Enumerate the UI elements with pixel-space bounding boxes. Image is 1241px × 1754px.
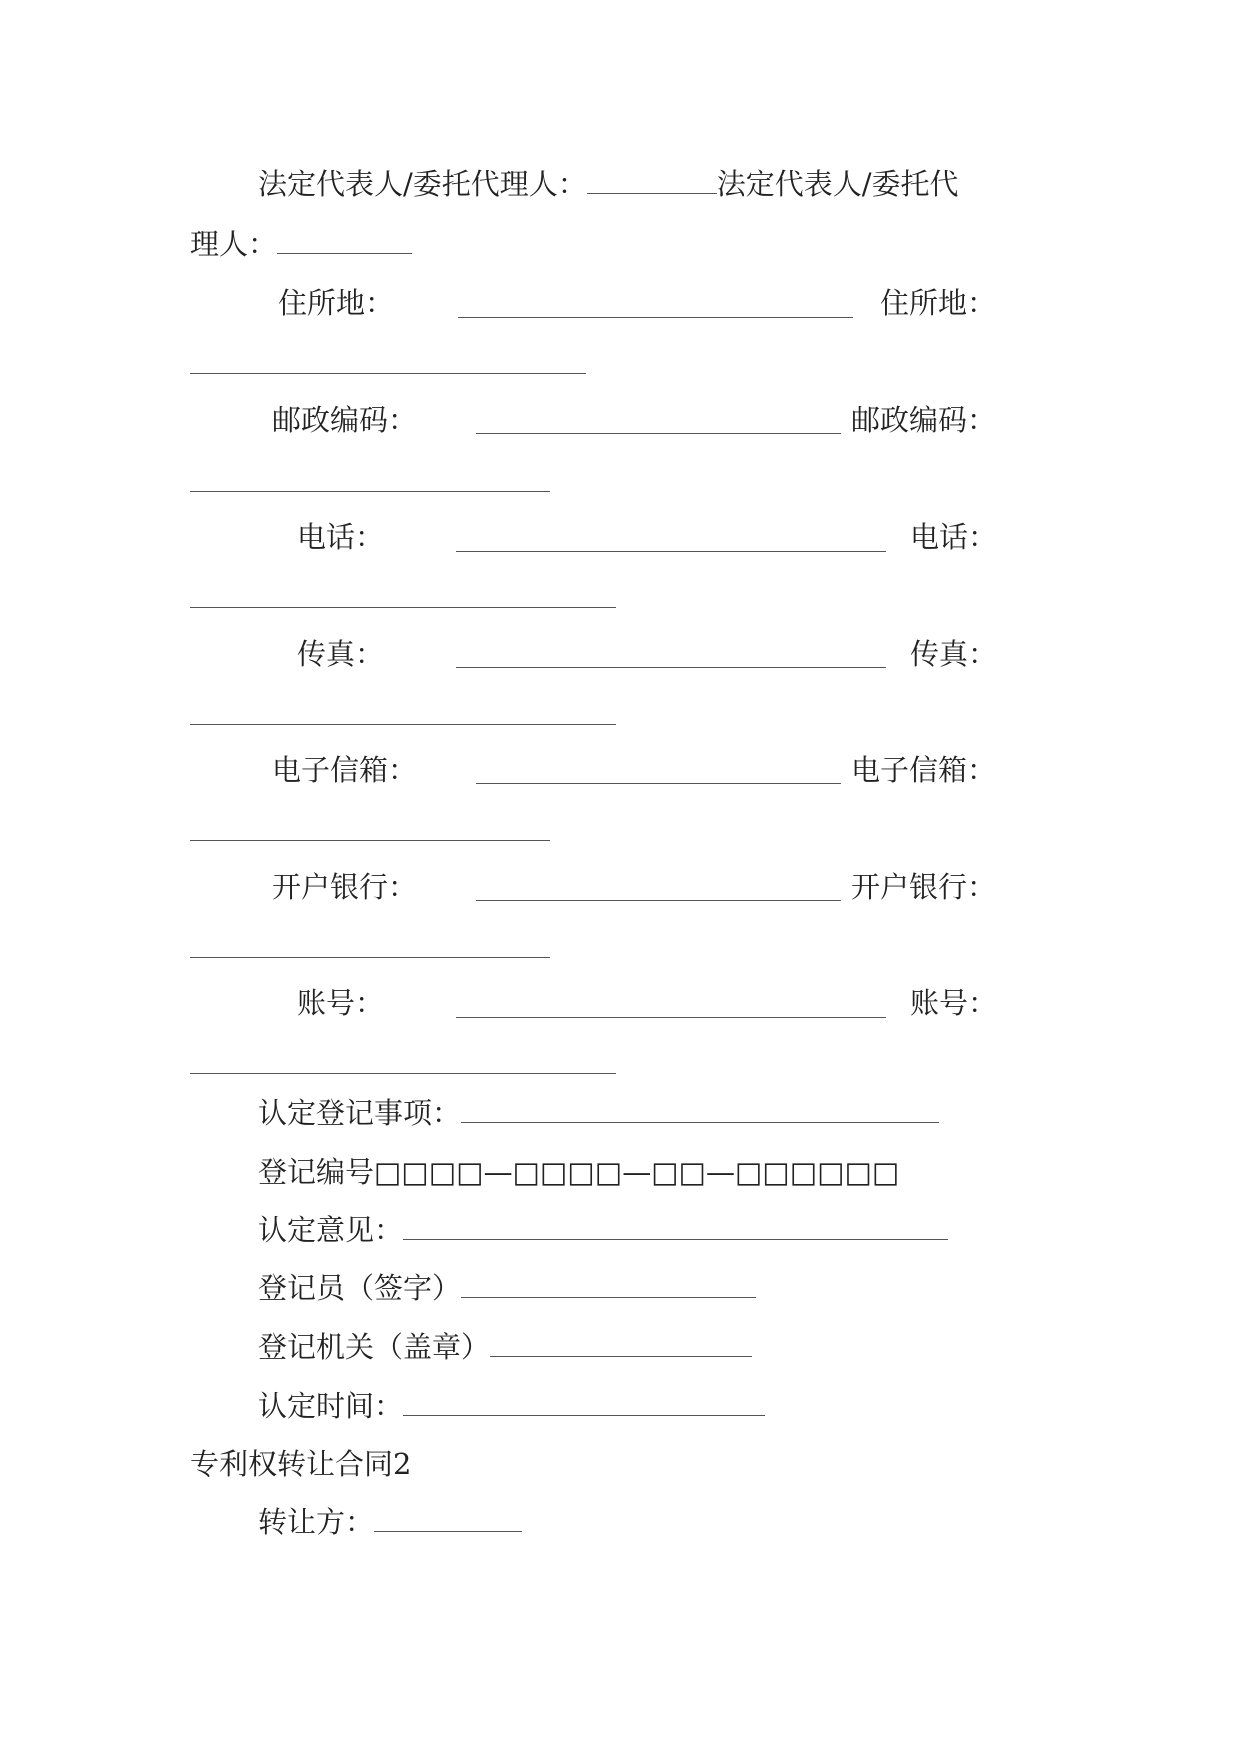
- time-label: 认定时间：: [258, 1389, 404, 1423]
- authority-row: [258, 1329, 752, 1365]
- postal-blank-left: [476, 432, 841, 434]
- matter-blank: [461, 1121, 939, 1123]
- address-left-label: 住所地：: [278, 286, 395, 320]
- authority-blank: [490, 1355, 752, 1357]
- contract-title: 专利权转让合同2: [190, 1447, 412, 1481]
- opinion-label: 认定意见：: [258, 1213, 404, 1247]
- fax-right-label: 传真：: [910, 637, 998, 671]
- bank-blank-left: [476, 899, 841, 901]
- account-blank-left: [456, 1016, 886, 1018]
- postal-left-label: 邮政编码：: [272, 403, 418, 437]
- representative-label-right: 法定代表人/委托代: [716, 167, 959, 201]
- bank-blank-right: [190, 956, 550, 958]
- account-right-label: 账号：: [910, 986, 998, 1020]
- transferor-blank: [374, 1530, 522, 1532]
- email-blank-right: [190, 839, 550, 841]
- reg-no-row: [258, 1154, 899, 1190]
- representative-label-right-cont: 理人：: [190, 227, 278, 261]
- fax-blank-left: [456, 666, 886, 668]
- registrar-label: 登记员（签字）: [258, 1271, 462, 1305]
- email-right-label: 电子信箱：: [851, 753, 997, 787]
- registrar-blank: [461, 1296, 756, 1298]
- email-left-label: 电子信箱：: [272, 753, 418, 787]
- postal-blank-right: [190, 490, 550, 492]
- transferor-label: 转让方：: [258, 1505, 375, 1539]
- email-blank-left: [476, 782, 841, 784]
- account-blank-right: [190, 1072, 616, 1074]
- fax-left-label: 传真：: [297, 637, 385, 671]
- account-left-label: 账号：: [297, 986, 385, 1020]
- opinion-row: [258, 1212, 948, 1248]
- reg-no-label: 登记编号: [258, 1155, 375, 1189]
- registrar-row: [258, 1270, 756, 1306]
- phone-blank-right: [190, 606, 616, 608]
- authority-label: 登记机关（盖章）: [258, 1330, 491, 1364]
- representative-label-left: 法定代表人/委托代理人：: [258, 167, 587, 201]
- opinion-blank: [403, 1238, 948, 1240]
- time-row: [258, 1388, 765, 1424]
- bank-left-label: 开户银行：: [272, 870, 418, 904]
- fax-blank-right: [190, 723, 616, 725]
- matter-row: [258, 1095, 939, 1131]
- representative-row-cont: [190, 226, 412, 262]
- phone-left-label: 电话：: [297, 520, 385, 554]
- representative-blank-right: [277, 252, 412, 254]
- postal-right-label: 邮政编码：: [851, 403, 997, 437]
- bank-right-label: 开户银行：: [851, 870, 997, 904]
- representative-blank-left: [587, 192, 717, 194]
- matter-label: 认定登记事项：: [258, 1096, 462, 1130]
- address-right-label: 住所地：: [880, 286, 997, 320]
- phone-right-label: 电话：: [910, 520, 998, 554]
- phone-blank-left: [456, 550, 886, 552]
- address-blank-right: [190, 372, 586, 374]
- address-blank-left: [458, 316, 853, 318]
- reg-no-pattern: □□□□—□□□□—□□—□□□□□□: [374, 1155, 900, 1189]
- representative-row: [258, 166, 959, 202]
- transferor-row: [258, 1504, 522, 1540]
- time-blank: [403, 1414, 765, 1416]
